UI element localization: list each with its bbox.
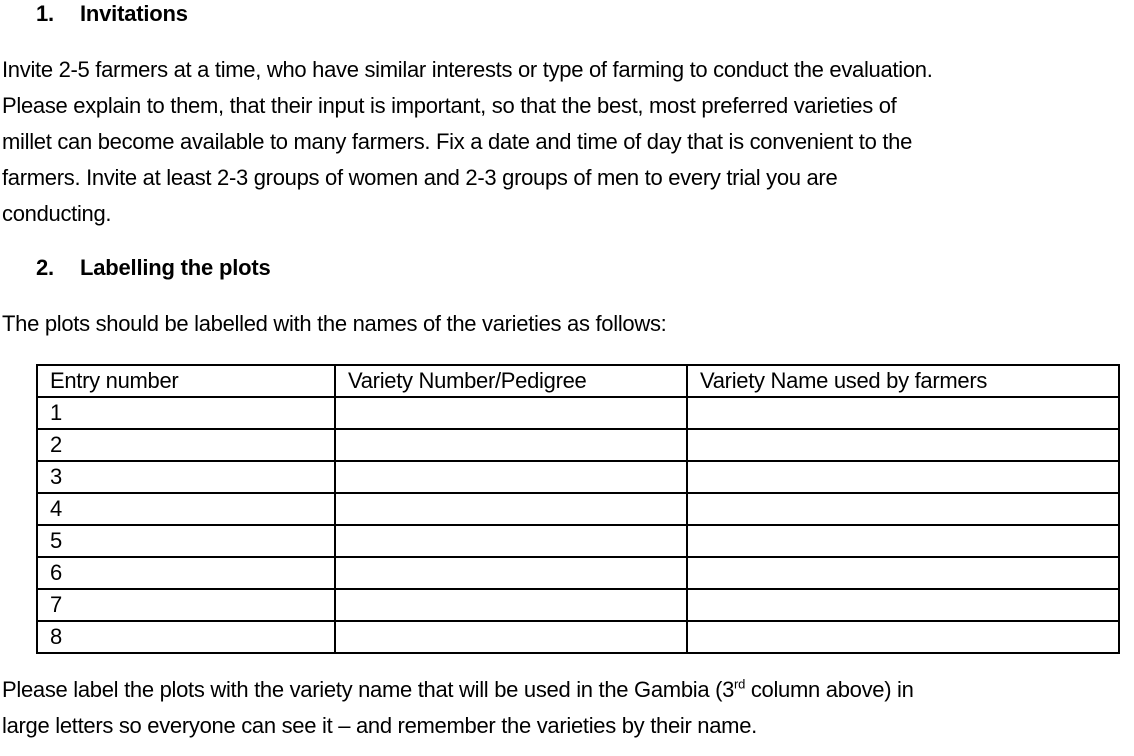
paragraph-line: Invite 2-5 farmers at a time, who have similar interests or type of farming to conduct the evaluation.	[2, 57, 933, 82]
instruction-text: column above) in	[745, 677, 914, 702]
entry-number-cell: 6	[37, 557, 335, 589]
section-title: Labelling the plots	[80, 255, 271, 280]
variety-number-cell	[335, 621, 687, 653]
entry-number-cell: 7	[37, 589, 335, 621]
ordinal-suffix: rd	[734, 676, 746, 692]
entry-number-cell: 5	[37, 525, 335, 557]
variety-name-cell	[687, 557, 1119, 589]
paragraph-line: conducting.	[2, 201, 112, 226]
variety-number-cell	[335, 461, 687, 493]
instruction-text: Please label the plots with the variety name that will be used in the Gambia (3	[2, 677, 735, 702]
column-header-variety-number: Variety Number/Pedigree	[335, 365, 687, 397]
variety-name-cell	[687, 461, 1119, 493]
variety-name-cell	[687, 429, 1119, 461]
instruction-line: large letters so everyone can see it – and remember the varieties by their name.	[2, 713, 757, 738]
section-title: Invitations	[80, 1, 188, 26]
section-heading-invitations	[36, 0, 188, 28]
paragraph-line: Please explain to them, that their input is important, so that the best, most preferred varieties of	[2, 93, 897, 118]
variety-number-cell	[335, 589, 687, 621]
variety-number-cell	[335, 397, 687, 429]
entry-number-cell: 4	[37, 493, 335, 525]
table-row	[37, 589, 1119, 621]
variety-name-cell	[687, 621, 1119, 653]
variety-name-cell	[687, 525, 1119, 557]
variety-number-cell	[335, 429, 687, 461]
entry-number-cell: 1	[37, 397, 335, 429]
variety-number-cell	[335, 557, 687, 589]
variety-name-cell	[687, 493, 1119, 525]
paragraph-line: millet can become available to many farmers. Fix a date and time of day that is convenient to the	[2, 129, 913, 154]
variety-name-cell	[687, 397, 1119, 429]
table-row	[37, 493, 1119, 525]
paragraph-line: farmers. Invite at least 2-3 groups of women and 2-3 groups of men to every trial you are	[2, 165, 838, 190]
table-header-row	[37, 365, 1119, 397]
labelling-intro	[2, 306, 1127, 342]
table-row	[37, 429, 1119, 461]
variety-number-cell	[335, 493, 687, 525]
invitations-paragraph	[2, 52, 1127, 232]
intro-line: The plots should be labelled with the names of the varieties as follows:	[2, 311, 667, 336]
table-row	[37, 525, 1119, 557]
entry-number-cell: 8	[37, 621, 335, 653]
section-heading-labelling	[36, 254, 271, 282]
entry-number-cell: 2	[37, 429, 335, 461]
variety-number-cell	[335, 525, 687, 557]
table-row	[37, 461, 1119, 493]
labelling-instructions	[2, 672, 1127, 744]
entry-number-cell: 3	[37, 461, 335, 493]
column-header-variety-name: Variety Name used by farmers	[687, 365, 1119, 397]
section-number: 2.	[36, 255, 54, 280]
instruction-line	[2, 672, 1127, 708]
table-row	[37, 621, 1119, 653]
table-row	[37, 397, 1119, 429]
section-number: 1.	[36, 1, 54, 26]
variety-name-cell	[687, 589, 1119, 621]
varieties-table	[36, 364, 1120, 654]
table-row	[37, 557, 1119, 589]
column-header-entry-number: Entry number	[37, 365, 335, 397]
